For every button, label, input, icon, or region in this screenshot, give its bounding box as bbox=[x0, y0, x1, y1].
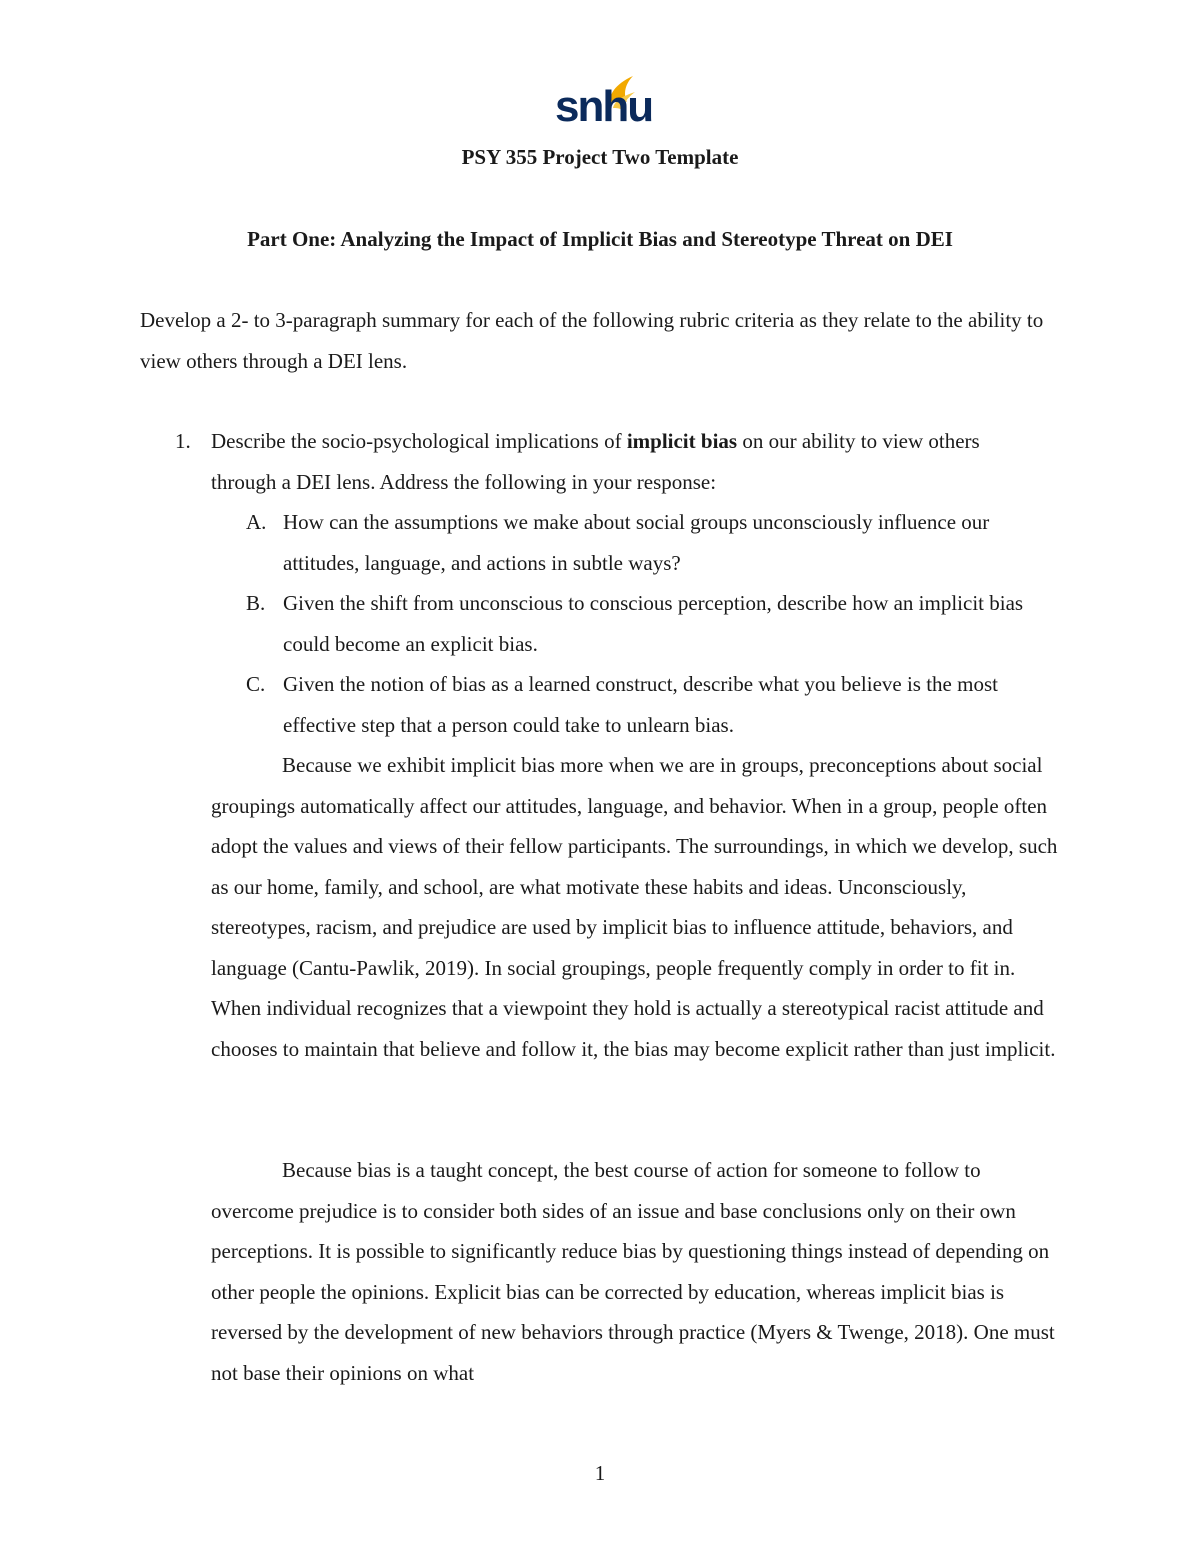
page-number: 1 bbox=[594, 1461, 606, 1485]
question-emphasis: implicit bias bbox=[626, 429, 738, 453]
question-text-end: on our ability to view others through a DEI lens. Address the following in your response: bbox=[211, 429, 980, 494]
part-title: Part One: Analyzing the Impact of Implicit Bias and Stereotype Threat on DEI bbox=[247, 227, 953, 251]
document-title: PSY 355 Project Two Template bbox=[461, 145, 739, 169]
subitem-text: Given the shift from unconscious to conscious perception, describe how an implicit bias could become an explicit bias. bbox=[283, 591, 1024, 656]
response-paragraph: Because bias is a taught concept, the best course of action for someone to follow to overcome prejudice is to consider both sides of an issue and base conclusions only on their own perceptions. It is possible to significantly reduce bias by questioning things instead of depending on other people the opinions. Explicit bias can be corrected by education, whereas implicit bias is reversed by the development of new behaviors through practice (Myers & Twenge, 2018). One must not base their opinions on what bbox=[211, 1158, 1055, 1385]
question-text bbox=[211, 421, 1041, 502]
subitem-text: Given the notion of bias as a learned construct, describe what you believe is the most effective step that a person could take to unlearn bias. bbox=[283, 672, 998, 737]
logo-text: snhu bbox=[555, 82, 653, 131]
question-text-start: Describe the socio-psychological implications of bbox=[211, 429, 627, 453]
intro-paragraph: Develop a 2- to 3-paragraph summary for each of the following rubric criteria as they relate to the ability to view others through a DEI lens. bbox=[140, 308, 1044, 373]
subitem-text: How can the assumptions we make about social groups unconsciously influence our attitudes, language, and actions in subtle ways? bbox=[283, 510, 990, 575]
snhu-logo bbox=[553, 72, 653, 134]
subitem-marker: A. bbox=[246, 510, 267, 534]
response-paragraph: Because we exhibit implicit bias more when we are in groups, preconceptions about social groupings automatically affect our attitudes, language, and behavior. When in a group, people often adopt the values and views of their fellow participants. The surroundings, in which we develop, such as our home, family, and school, are what motivate these habits and ideas. Unconsciously, stereotypes, racism, and prejudice are used by implicit bias to influence attitude, behaviors, and language (Cantu-Pawlik, 2019). In social groupings, people frequently comply in order to fit in. When individual recognizes that a viewpoint they hold is actually a stereotypical racist attitude and chooses to maintain that believe and follow it, the bias may become explicit rather than just implicit. bbox=[211, 753, 1058, 1061]
list-marker: 1. bbox=[175, 429, 191, 453]
subitem-marker: C. bbox=[246, 672, 266, 696]
subitem-marker: B. bbox=[246, 591, 266, 615]
